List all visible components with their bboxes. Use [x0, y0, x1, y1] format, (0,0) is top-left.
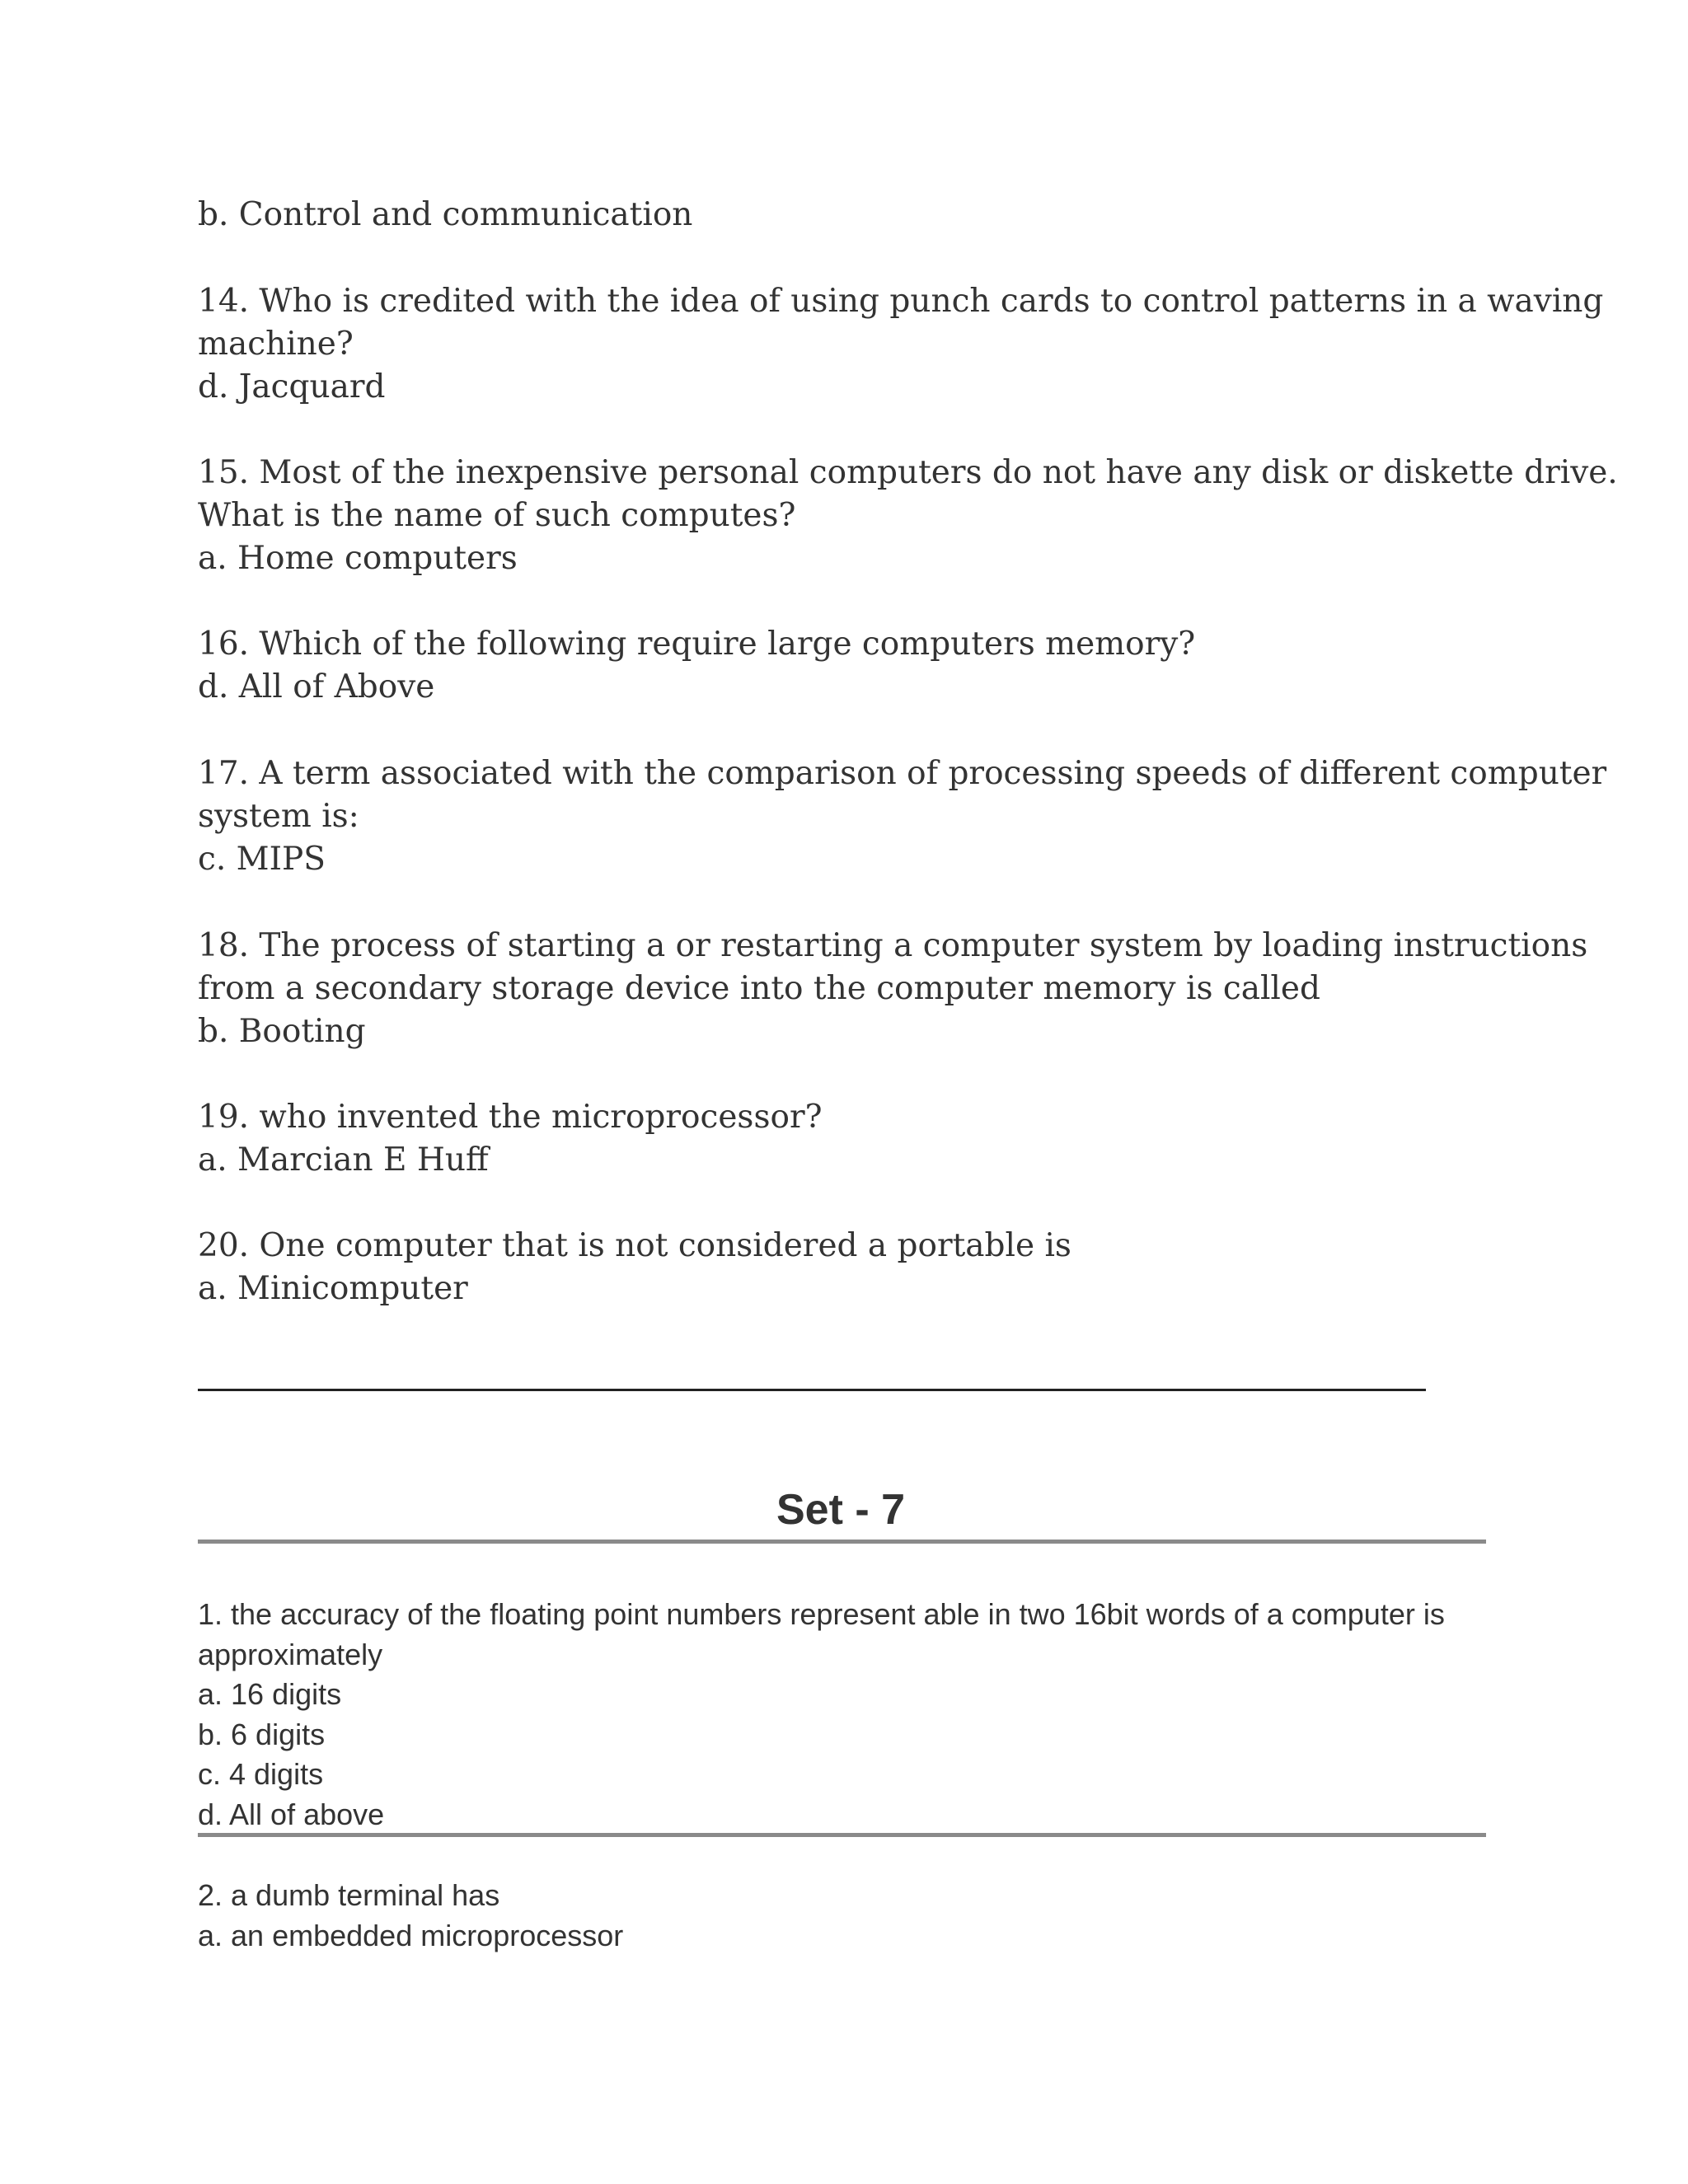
question-text: 15. Most of the inexpensive personal computers do not have any disk or diskette drive. — [198, 454, 1618, 491]
question-16 — [198, 623, 1484, 709]
heading-rule — [198, 1540, 1486, 1544]
answer-text: d. Jacquard — [198, 368, 386, 405]
question-20 — [198, 1225, 1484, 1310]
set-heading: Set - 7 — [776, 1486, 906, 1534]
question-text: 20. One computer that is not considered a portable is — [198, 1227, 1071, 1264]
question-text: What is the name of such computes? — [198, 497, 796, 534]
answer-text: a. Minicomputer — [198, 1270, 468, 1307]
question-17 — [198, 752, 1607, 881]
answer-text: d. All of Above — [198, 668, 435, 705]
answer-text: b. Control and communication — [198, 196, 693, 233]
option-b: b. 6 digits — [198, 1717, 326, 1751]
section-divider — [198, 1389, 1426, 1391]
option-a: a. an embedded microprocessor — [198, 1918, 624, 1952]
question-text: system is: — [198, 798, 359, 835]
option-c: c. 4 digits — [198, 1757, 324, 1791]
answer-text: c. MIPS — [198, 841, 326, 878]
question-text: 16. Which of the following require large computers memory? — [198, 626, 1196, 663]
question-text: 19. who invented the microprocessor? — [198, 1099, 823, 1136]
question-text: 17. A term associated with the comparison of processing speeds of different computer — [198, 755, 1607, 792]
answer-text: a. Marcian E Huff — [198, 1141, 489, 1179]
question-text: 2. a dumb terminal has — [198, 1878, 500, 1912]
option-a: a. 16 digits — [198, 1677, 342, 1711]
question-18 — [198, 925, 1588, 1053]
question-text: 1. the accuracy of the floating point numbers represent able in two 16bit words of a computer is — [198, 1597, 1445, 1631]
option-d: d. All of above — [198, 1797, 385, 1831]
question-text: 14. Who is credited with the idea of using punch cards to control patterns in a waving — [198, 283, 1604, 320]
question-rule — [198, 1833, 1486, 1837]
answer-text: a. Home computers — [198, 540, 518, 577]
question-text: approximately — [198, 1637, 383, 1671]
question-14 — [198, 280, 1604, 409]
answer-text: b. Booting — [198, 1013, 366, 1050]
previous-answer — [198, 194, 1484, 237]
set7-question-2 — [198, 1876, 1500, 1956]
question-19 — [198, 1096, 1484, 1182]
question-15 — [198, 452, 1618, 580]
question-text: 18. The process of starting a or restarting a computer system by loading instructions — [198, 927, 1588, 964]
question-text: machine? — [198, 326, 354, 363]
question-text: from a secondary storage device into the computer memory is called — [198, 970, 1320, 1007]
set7-question-1 — [198, 1595, 1500, 1835]
